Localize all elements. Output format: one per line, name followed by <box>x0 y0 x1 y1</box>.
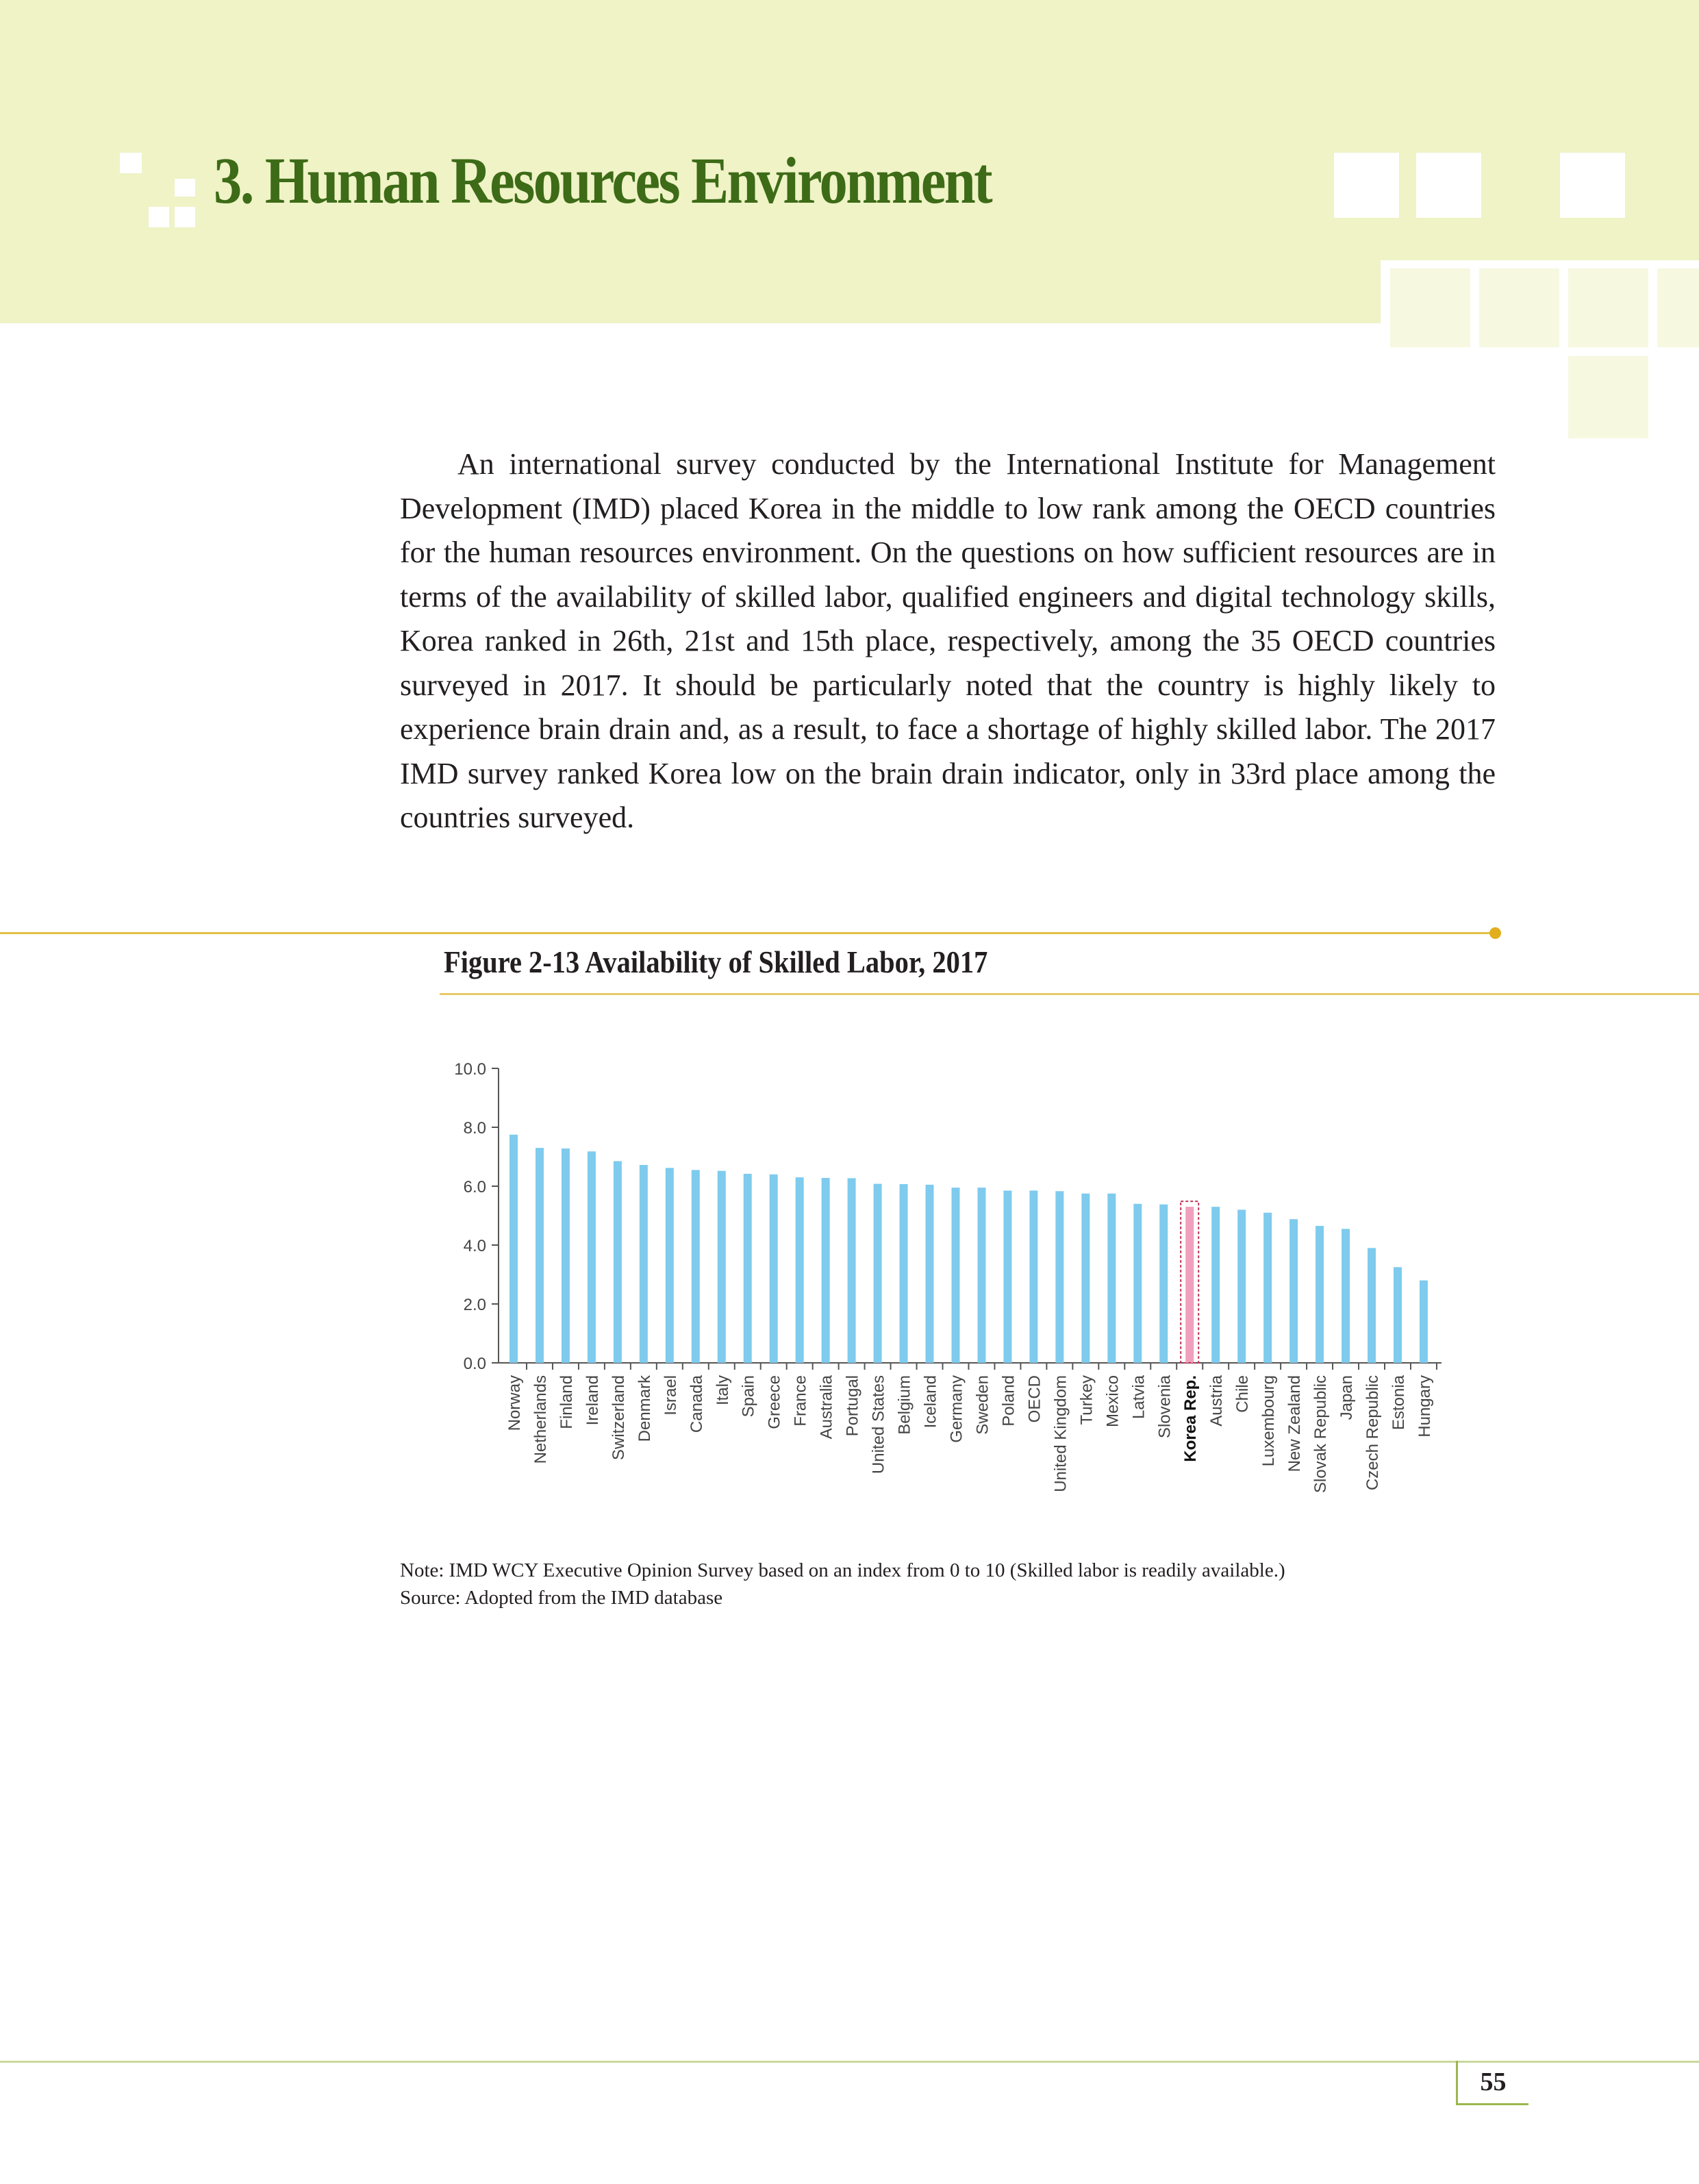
bar-norway <box>509 1135 518 1363</box>
bar-turkey <box>1081 1194 1090 1363</box>
bar-united-states <box>874 1184 882 1363</box>
x-tick-label: Estonia <box>1389 1375 1408 1431</box>
bar-czech-republic <box>1368 1248 1376 1363</box>
bar-australia <box>822 1178 830 1363</box>
x-tick-label: Greece <box>765 1375 784 1429</box>
bar-slovak-republic <box>1316 1226 1324 1363</box>
y-tick-label: 10.0 <box>454 1060 486 1079</box>
y-tick-label: 6.0 <box>463 1178 486 1196</box>
x-tick-label: Iceland <box>921 1375 940 1429</box>
bar-japan <box>1342 1229 1350 1363</box>
bar-portugal <box>848 1178 856 1363</box>
bar-hungary <box>1420 1281 1428 1363</box>
x-tick-label: Korea Rep. <box>1181 1375 1200 1462</box>
x-tick-label: Norway <box>505 1375 524 1431</box>
x-tick-label: Canada <box>687 1375 706 1433</box>
body-paragraph: An international survey conducted by the International Institute for Management Development (IMD) placed Korea in the middle to low rank among the OECD countries for the human resources environment. On the questions on how sufficient resources are in terms of the availability of skilled labor, qualified engineers and digital technology skills, Korea ranked in 26th, 21st and 15th place, respectively, among the 35 OECD countries surveyed in 2017. It should be particularly noted that the country is highly likely to experience brain drain and, as a result, to face a shortage of highly skilled labor. The 2017 IMD survey ranked Korea low on the brain drain indicator, only in 33rd place among the countries surveyed. <box>400 447 1496 834</box>
x-tick-label: Slovenia <box>1155 1375 1174 1439</box>
bar-sweden <box>977 1188 985 1363</box>
x-tick-label: Hungary <box>1415 1375 1434 1438</box>
y-tick-label: 8.0 <box>463 1119 486 1138</box>
bar-ireland <box>588 1151 596 1363</box>
bar-israel <box>666 1168 674 1363</box>
x-tick-label: United Kingdom <box>1051 1375 1070 1492</box>
figure-title: Figure 2-13 Availability of Skilled Labor, 2017 <box>444 944 988 979</box>
x-tick-label: Portugal <box>843 1375 862 1437</box>
bar-luxembourg <box>1263 1213 1272 1363</box>
x-tick-label: Germany <box>947 1375 966 1443</box>
bar-austria <box>1211 1207 1220 1363</box>
x-tick-label: Luxembourg <box>1259 1375 1279 1467</box>
x-tick-label: Ireland <box>583 1375 602 1426</box>
x-tick-label: United States <box>869 1375 888 1474</box>
x-tick-label: Australia <box>817 1375 836 1440</box>
figure-notes <box>400 1557 1633 1611</box>
y-tick-label: 0.0 <box>463 1355 486 1373</box>
x-tick-label: Spain <box>739 1375 758 1418</box>
bar-canada <box>692 1170 700 1363</box>
x-tick-label: Finland <box>557 1375 576 1429</box>
x-tick-label: Denmark <box>635 1375 654 1442</box>
bar-switzerland <box>614 1161 622 1363</box>
x-tick-label: Czech Republic <box>1363 1375 1383 1491</box>
bar-slovenia <box>1159 1205 1168 1363</box>
bar-spain <box>744 1174 752 1363</box>
figure-source: Source: Adopted from the IMD database <box>400 1587 723 1609</box>
y-tick-label: 4.0 <box>463 1237 486 1255</box>
bar-italy <box>718 1171 726 1363</box>
bar-poland <box>1003 1190 1011 1363</box>
x-tick-label: Switzerland <box>609 1375 628 1461</box>
bar-united-kingdom <box>1055 1191 1064 1363</box>
bar-chile <box>1237 1209 1246 1363</box>
bar-finland <box>562 1149 570 1363</box>
x-tick-label: Austria <box>1207 1375 1226 1427</box>
x-tick-label: France <box>791 1375 810 1427</box>
x-tick-label: Poland <box>999 1375 1018 1427</box>
x-tick-label: Mexico <box>1103 1375 1122 1428</box>
footer-rule <box>0 2061 1699 2063</box>
bar-denmark <box>640 1165 648 1363</box>
bar-germany <box>951 1188 959 1363</box>
bar-latvia <box>1133 1204 1142 1363</box>
y-tick-label: 2.0 <box>463 1296 486 1314</box>
bar-oecd <box>1029 1190 1037 1363</box>
figure-note: Note: IMD WCY Executive Opinion Survey based on an index from 0 to 10 (Skilled labor is readily available.) <box>400 1559 1285 1581</box>
x-tick-label: Latvia <box>1129 1375 1148 1420</box>
x-tick-label: Chile <box>1233 1375 1253 1413</box>
x-tick-label: Israel <box>661 1375 680 1416</box>
bar-new-zealand <box>1289 1219 1298 1363</box>
x-tick-label: Slovak Republic <box>1311 1375 1331 1494</box>
x-tick-label: Belgium <box>895 1375 914 1435</box>
section-title: 3. Human Resources Environment <box>214 144 992 217</box>
x-tick-label: Japan <box>1337 1375 1357 1420</box>
x-tick-label: Netherlands <box>531 1375 550 1464</box>
bar-iceland <box>926 1185 934 1363</box>
bar-belgium <box>900 1184 908 1363</box>
bar-greece <box>770 1175 778 1363</box>
bar-france <box>796 1177 804 1363</box>
x-tick-label: New Zealand <box>1285 1375 1305 1472</box>
bar-mexico <box>1107 1194 1116 1363</box>
x-tick-label: OECD <box>1025 1375 1044 1423</box>
x-tick-label: Turkey <box>1077 1375 1096 1425</box>
x-tick-label: Italy <box>713 1375 732 1406</box>
bar-netherlands <box>536 1148 544 1363</box>
x-tick-label: Sweden <box>973 1375 992 1435</box>
bar-estonia <box>1394 1267 1402 1363</box>
page-number: 55 <box>1456 2061 1528 2105</box>
bar-korea-rep <box>1185 1207 1194 1363</box>
